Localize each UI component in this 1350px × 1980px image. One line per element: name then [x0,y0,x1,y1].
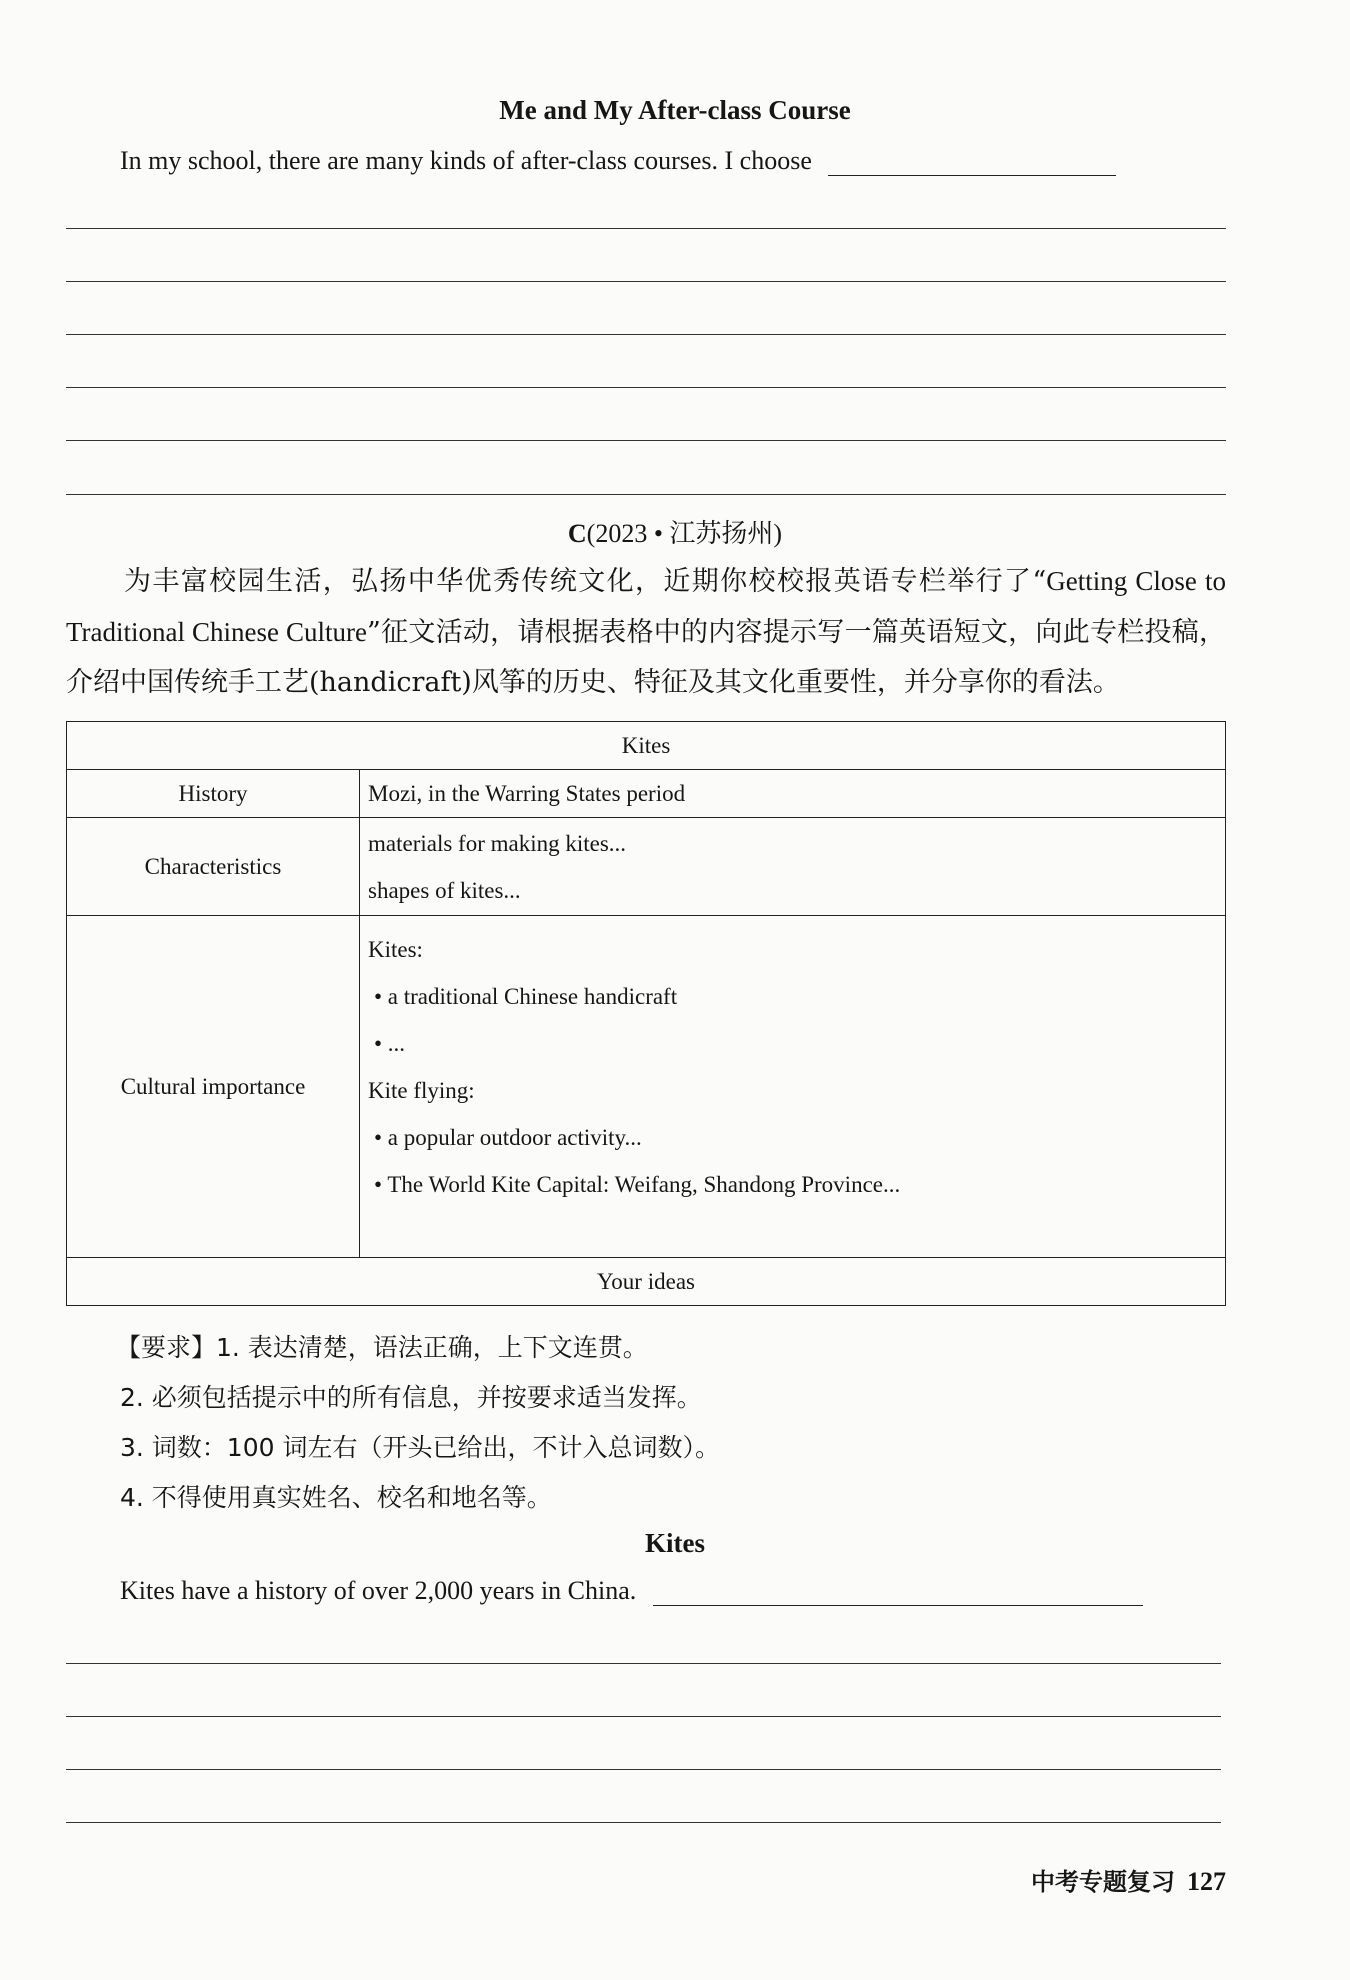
writing-line[interactable] [66,1822,1221,1823]
writing-line[interactable] [66,1663,1221,1664]
list-item: • The World Kite Capital: Weifang, Shandong Province... [374,1172,901,1197]
characteristics-items [360,818,1226,916]
list-item: Kites: [368,937,423,962]
requirement-4: 4. 不得使用真实姓名、校名和地名等。 [120,1483,552,1512]
list-item: shapes of kites... [368,877,521,903]
characteristics-label: Characteristics [67,818,360,916]
writing-line[interactable] [66,281,1226,282]
essay-title-b: Me and My After-class Course [499,95,851,125]
list-item: • a popular outdoor activity... [374,1125,642,1150]
essay-opening-c-text: Kites have a history of over 2,000 years in China. [120,1576,637,1605]
list-item: materials for making kites... [368,830,627,856]
answer-blank-b[interactable] [828,145,1116,176]
writing-line[interactable] [66,440,1226,441]
essay-opening-b [120,145,1226,176]
answer-blank-c[interactable] [653,1575,1143,1606]
requirement-2: 2. 必须包括提示中的所有信息，并按要求适当发挥。 [120,1383,702,1412]
writing-line[interactable] [66,1769,1221,1770]
writing-line[interactable] [66,334,1226,335]
requirement-3: 3. 词数：100 词左右（开头已给出，不计入总词数）。 [120,1433,720,1462]
table-row [67,770,1226,818]
intro-part2: ”征文活动，请根据表格中的内容提示写一篇英语短文，向此专栏投稿，介绍中国传统手工艺(handicraft)风筝的历史、特征及其文化重要性，并分享你的看法。 [66,617,1226,698]
table-row [67,1258,1226,1306]
history-value: Mozi, in the Warring States period [360,770,1226,818]
section-c-label: C [567,519,587,548]
table-row [67,722,1226,770]
intro-english-title: Getting Close to Traditional Chinese Culture [66,566,1226,647]
table-header: Kites [67,722,1226,770]
essay-opening-b-text: In my school, there are many kinds of after-class courses. I choose [120,146,812,175]
kites-outline-table [66,721,1226,1306]
history-label: History [67,770,360,818]
page-number: 127 [1187,1867,1226,1896]
essay-title-c: Kites [645,1528,705,1558]
section-c-heading [0,513,1350,550]
writing-line[interactable] [66,387,1226,388]
list-item: • ... [374,1031,406,1056]
book-title: 中考专题复习 [1031,1868,1175,1896]
page-footer [1031,1862,1226,1897]
writing-line[interactable] [66,228,1226,229]
table-row [67,916,1226,1258]
writing-line[interactable] [66,1716,1221,1717]
section-c-instructions [66,556,1226,708]
writing-line[interactable] [66,494,1226,495]
essay-opening-c [120,1575,1226,1606]
section-c-source: (2023 • 江苏扬州) [586,519,783,548]
list-item: • a traditional Chinese handicraft [374,984,678,1009]
cultural-importance-items [360,916,1226,1258]
table-row [67,818,1226,916]
requirement-1: 【要求】1. 表达清楚，语法正确，上下文连贯。 [116,1333,648,1362]
cultural-importance-label: Cultural importance [67,916,360,1258]
list-item: Kite flying: [368,1078,475,1103]
your-ideas-cell: Your ideas [67,1258,1226,1306]
intro-part1: 为丰富校园生活，弘扬中华优秀传统文化，近期你校校报英语专栏举行了“ [124,566,1047,597]
